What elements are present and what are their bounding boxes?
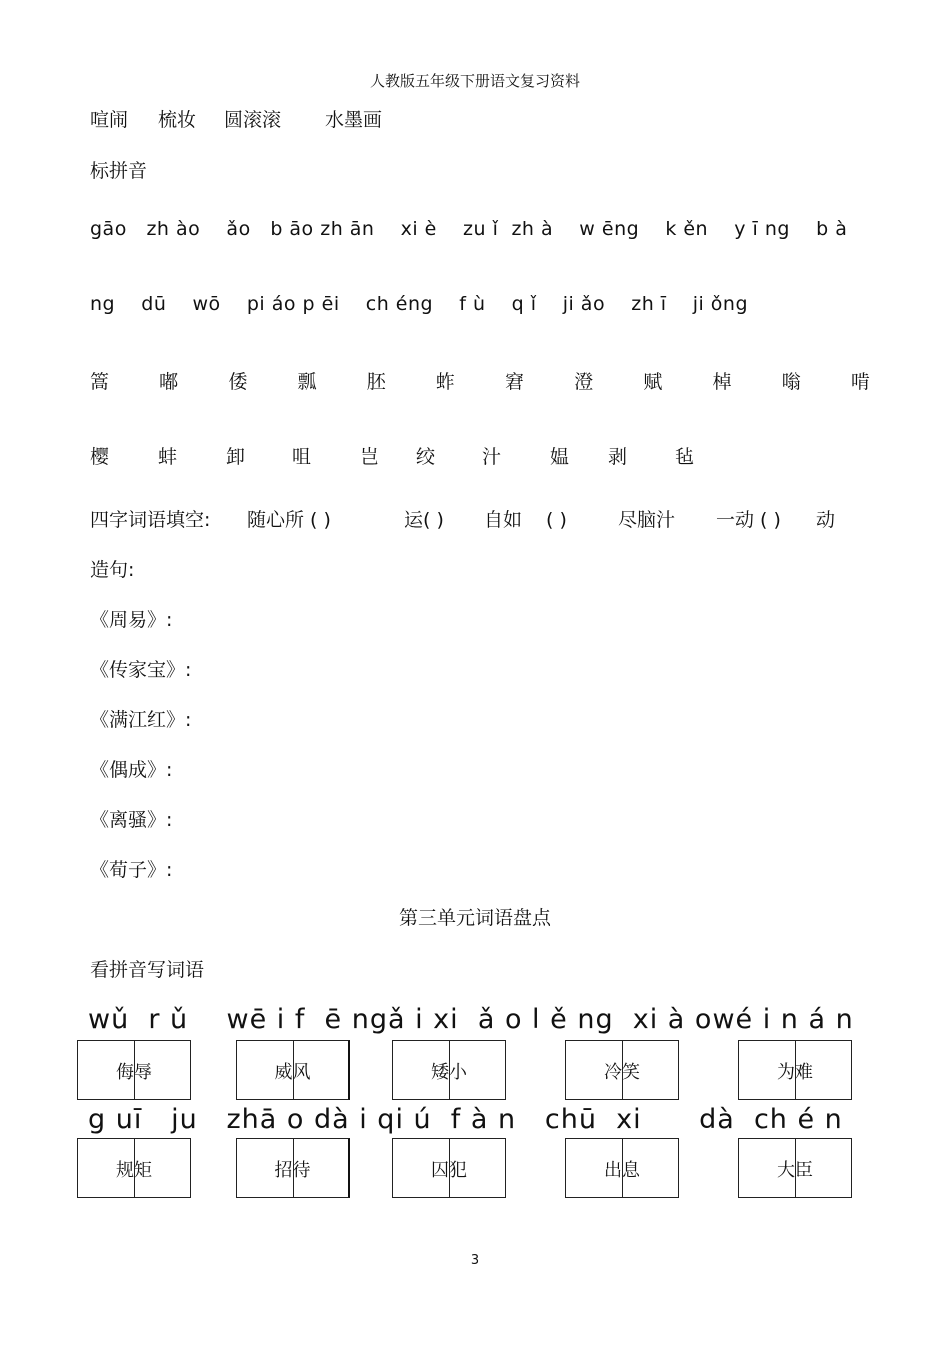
char-item: 绞 [416, 446, 436, 468]
char-item: 樱 [90, 446, 110, 468]
page-header: 人教版五年级下册语文复习资料 [369, 72, 580, 90]
char-item: 咀 [292, 446, 312, 468]
char-item: 汁 [482, 446, 502, 468]
word-item: 水墨画 [325, 109, 383, 131]
word-box [738, 1040, 852, 1100]
char-item: 倭 [228, 371, 248, 393]
fill-in-item: 自如 [484, 509, 523, 531]
book-item: 《偶成》: [90, 759, 173, 781]
char-item: 岂 [360, 446, 380, 468]
sentence-heading: 造句: [90, 559, 135, 581]
char-item: 剥 [608, 446, 628, 468]
book-item: 《传家宝》: [90, 659, 192, 681]
fill-in-item: 一动 ( ) [716, 509, 781, 531]
word-box [565, 1138, 679, 1198]
char-item: 篙 [90, 371, 110, 393]
char-item: 胚 [366, 371, 386, 393]
fill-in-item: 尽脑汁 [618, 509, 676, 531]
pinyin-line: ng dū wō pi áo p ēi ch éng f ù q ǐ ji ǎo zh ī ji ǒng [90, 293, 749, 315]
box-word: 威风 [274, 1062, 311, 1083]
box-word: 规矩 [116, 1160, 152, 1181]
book-item: 《离骚》: [90, 809, 173, 831]
word-box [236, 1040, 350, 1100]
chars-line-1 [90, 367, 870, 394]
word-item: 圆滚滚 [224, 109, 282, 131]
book-item: 《荀子》: [90, 859, 173, 881]
char-item: 蚱 [435, 371, 455, 393]
box-word: 侮辱 [116, 1062, 152, 1083]
pinyin-line: gāo zh ào ǎo b āo zh ān xi è zu ǐ zh à w ēng k ěn y ī ng b à [90, 218, 848, 240]
char-item: 媪 [550, 446, 570, 468]
char-item: 嗡 [781, 371, 801, 393]
book-item: 《满江红》: [90, 709, 192, 731]
box-word: 冷笑 [604, 1062, 640, 1083]
chars-line-2 [90, 442, 694, 469]
word-box [392, 1138, 506, 1198]
word-box [565, 1040, 679, 1100]
char-item: 澄 [574, 371, 594, 393]
word-box [236, 1138, 350, 1198]
box-word: 矮小 [431, 1062, 467, 1083]
box-word: 出息 [604, 1160, 640, 1181]
pinyin-big-line: wǔ r ǔ wē i f ē ngǎ i xi ǎ o l ě ng xi à owé i n á n [88, 1004, 854, 1035]
char-item: 嘟 [159, 371, 179, 393]
fill-in-item: 运( ) [404, 509, 444, 531]
box-word: 囚犯 [431, 1160, 467, 1181]
fill-in-line [90, 505, 835, 532]
char-item: 蚌 [158, 446, 178, 468]
fill-in-label: 四字词语填空: [90, 509, 211, 531]
box-word: 招待 [274, 1160, 311, 1181]
fill-in-item: 随心所 ( ) [247, 509, 331, 531]
section-subtitle: 看拼音写词语 [90, 959, 205, 981]
word-box [77, 1040, 191, 1100]
char-item: 赋 [643, 371, 663, 393]
words-line [90, 105, 382, 132]
pinyin-heading: 标拼音 [90, 160, 148, 182]
char-item: 毡 [675, 446, 695, 468]
box-word: 为难 [777, 1062, 813, 1083]
section-title: 第三单元词语盘点 [398, 907, 551, 929]
fill-in-item: 动 [816, 509, 836, 531]
char-item: 卸 [226, 446, 246, 468]
word-item: 梳妆 [158, 109, 197, 131]
pinyin-big-line: g uī ju zhā o dà i qi ú f à n chū xi dà ch é n [88, 1104, 843, 1135]
book-item: 《周易》: [90, 609, 173, 631]
page-number: 3 [470, 1253, 480, 1268]
fill-in-item: ( ) [546, 509, 567, 531]
word-box [77, 1138, 191, 1198]
box-word: 大臣 [777, 1160, 813, 1181]
char-item: 啃 [850, 371, 870, 393]
char-item: 瓢 [297, 371, 317, 393]
char-item: 窘 [505, 371, 525, 393]
char-item: 棹 [712, 371, 732, 393]
word-box [392, 1040, 506, 1100]
word-box [738, 1138, 852, 1198]
word-item: 喧闹 [90, 109, 129, 131]
